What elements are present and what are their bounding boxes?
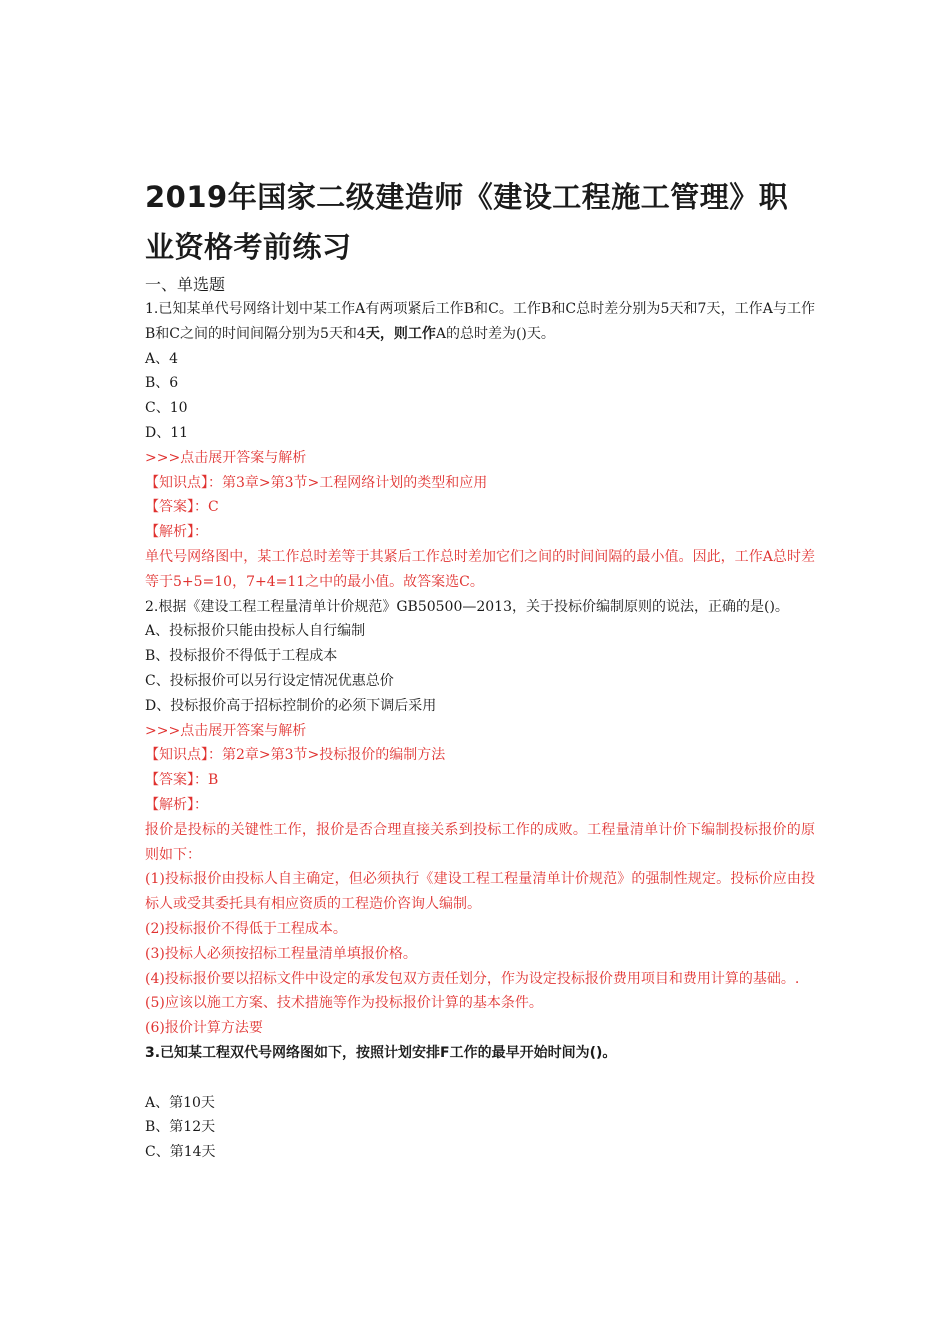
question-2-stem: 2.根据《建设工程工程量清单计价规范》GB50500—2013，关于投标价编制原则的说法，正确的是()。 [145, 598, 789, 615]
question-3-option-b: B、第12天 [145, 1119, 216, 1136]
question-1-answer [145, 495, 815, 520]
question-1-stem-part-3: A的总时差为()天。 [435, 325, 555, 342]
question-1-option-b: B、6 [145, 375, 179, 392]
question-1-stem-part-1: 1.已知某单代号网络计划中某工作A有两项紧后工作B和C。工作B和C总时差分别为5天和7天，工作A与工作B和C之间的时间间隔分别为5天和4 [145, 301, 815, 342]
question-1-option-c: C、10 [145, 400, 188, 417]
question-3-option-a: A、第10天 [145, 1094, 215, 1111]
question-1-answer-label: 【答案】： [145, 499, 208, 516]
question-2-analysis-line-6: (5)应该以施工方案、技术措施等作为投标报价计算的基本条件。 [145, 995, 543, 1012]
question-2-expand-link[interactable]: >>>点击展开答案与解析 [145, 722, 307, 739]
document-content [145, 172, 815, 1165]
question-2-analysis-line-3: (2)投标报价不得低于工程成本。 [145, 920, 347, 937]
question-2-answer [145, 768, 815, 793]
question-2-option-c: C、投标报价可以另行设定情况优惠总价 [145, 672, 394, 689]
question-1-knowledge-point: 【知识点】：第3章>第3节>工程网络计划的类型和应用 [145, 474, 488, 491]
question-2-analysis-line-4: (3)投标人必须按招标工程量清单填报价格。 [145, 945, 417, 962]
question-2-analysis-line-5: (4)投标报价要以招标文件中设定的承发包双方责任划分，作为设定投标报价费用项目和费用计算的基础。. [145, 970, 800, 987]
question-3-option-c: C、第14天 [145, 1144, 216, 1161]
document-title: 2019年国家二级建造师《建设工程施工管理》职业资格考前练习 [145, 180, 789, 264]
question-1-analysis: 单代号网络图中，某工作总时差等于其紧后工作总时差加它们之间的时间间隔的最小值。因此，工作A总时差等于5+5=10，7+4=11之中的最小值。故答案选C。 [145, 548, 815, 590]
question-2-analysis-label: 【解析】： [145, 796, 208, 813]
question-1-option-a: A、4 [145, 350, 179, 367]
question-2-analysis-line-7: (6)报价计算方法要 [145, 1020, 263, 1037]
question-2-option-d: D、投标报价高于招标控制价的必须下调后采用 [145, 697, 437, 714]
question-2-option-a: A、投标报价只能由投标人自行编制 [145, 623, 366, 640]
question-2-answer-value: B [208, 772, 219, 789]
question-3-stem: 3.已知某工程双代号网络图如下，按照计划安排F工作的最早开始时间为()。 [145, 1044, 617, 1061]
section-heading: 一、单选题 [145, 275, 226, 294]
question-1-expand-link[interactable]: >>>点击展开答案与解析 [145, 449, 307, 466]
question-1-analysis-label: 【解析】： [145, 524, 208, 541]
question-1-option-d: D、11 [145, 424, 189, 441]
question-3-diagram-space [145, 1066, 815, 1091]
question-2-option-b: B、投标报价不得低于工程成本 [145, 648, 338, 665]
question-1-answer-value: C [208, 499, 219, 516]
question-2-answer-label: 【答案】： [145, 772, 208, 789]
question-1-stem [145, 297, 815, 347]
question-2-analysis-line-1: 报价是投标的关键性工作，报价是否合理直接关系到投标工作的成败。工程量清单计价下编制投标报价的原则如下： [145, 821, 815, 863]
question-2-knowledge-point: 【知识点】：第2章>第3节>投标报价的编制方法 [145, 747, 446, 764]
question-2-analysis-line-2: (1)投标报价由投标人自主确定，但必须执行《建设工程工程量清单计价规范》的强制性规定。投标价应由投标人或受其委托具有相应资质的工程造价咨询人编制。 [145, 871, 815, 913]
question-1-stem-part-2: 天，则工作 [365, 325, 436, 342]
